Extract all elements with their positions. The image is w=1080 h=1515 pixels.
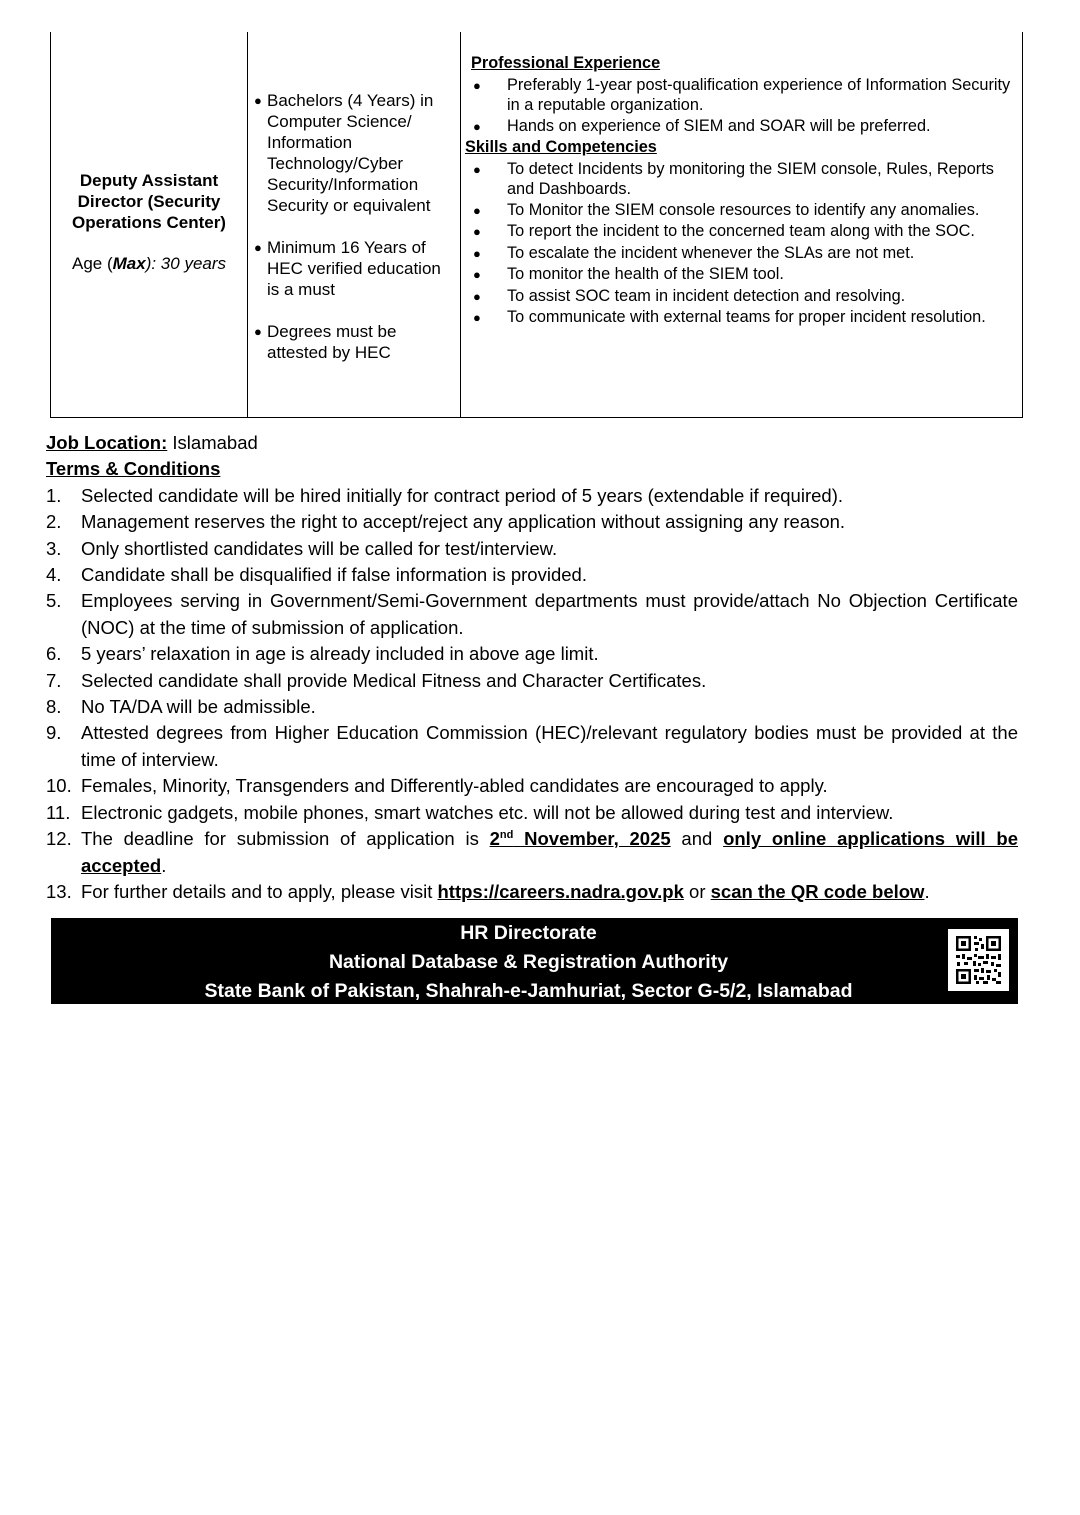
age-max-label: Max — [112, 253, 146, 273]
bullet-icon: ● — [254, 324, 262, 339]
footer-organization: National Database & Registration Authority — [328, 951, 729, 973]
bullet-icon: ● — [473, 310, 481, 325]
education-item: ● Minimum 16 Years of HEC verified education is a must — [254, 238, 441, 299]
bullet-icon: ● — [254, 240, 262, 255]
bullet-icon: ● — [473, 202, 481, 218]
age-limit — [72, 253, 226, 274]
bullet-icon: ● — [473, 118, 481, 134]
post-title-line: Deputy Assistant — [79, 170, 219, 190]
skill-item: ● To communicate with external teams for proper incident resolution. — [465, 307, 1012, 329]
skill-item: ● To monitor the health of the SIEM tool. — [465, 264, 1012, 286]
bullet-icon: ● — [473, 245, 481, 261]
bullet-icon: ● — [254, 93, 262, 108]
job-table — [50, 32, 1023, 418]
skill-item: ● To detect Incidents by monitoring the SIEM console, Rules, Reports and Dashboards. — [465, 159, 1012, 200]
terms-list — [46, 483, 1018, 906]
job-location-label: Job Location: — [46, 432, 168, 453]
education-item: ● Bachelors (4 Years) in Computer Science/ Information Technology/Cyber Security/Information Security or equivalent — [254, 91, 434, 215]
job-location — [46, 430, 1018, 456]
age-prefix: Age ( — [71, 253, 113, 273]
skill-item: ● To assist SOC team in incident detection and resolving. — [465, 286, 1012, 308]
age-value: ): 30 years — [145, 253, 227, 273]
post-cell — [51, 32, 248, 417]
term-item: 5. Employees serving in Government/Semi-Government departments must provide/attach No Objection Certificate (NOC) at the time of submission of application. — [46, 590, 1018, 638]
scan-qr-text: scan the QR code below — [710, 880, 925, 902]
experience-item: ● Preferably 1-year post-qualification experience of Information Security in a reputable organization. — [465, 75, 1012, 116]
footer-banner — [51, 918, 1018, 1004]
experience-item: ● Hands on experience of SIEM and SOAR will be preferred. — [465, 116, 1012, 138]
terms-heading: Terms & Conditions — [46, 458, 221, 480]
skill-item: ● To report the incident to the concerned team along with the SOC. — [465, 221, 1012, 243]
term-item: 4. Candidate shall be disqualified if false information is provided. — [46, 564, 587, 586]
footer-address: State Bank of Pakistan, Shahrah-e-Jamhuriat, Sector G-5/2, Islamabad — [204, 980, 853, 1002]
online-only-notice: only online applications will be accepted — [81, 828, 1018, 876]
deadline-date: 2nd November, 2025 — [489, 828, 671, 850]
skill-item: ● To escalate the incident whenever the SLAs are not met. — [465, 243, 1012, 265]
qr-code-icon[interactable] — [948, 929, 1009, 991]
post-title-line: Operations Center) — [72, 212, 226, 232]
term-item: 7. Selected candidate shall provide Medical Fitness and Character Certificates. — [46, 669, 707, 691]
education-item: ● Degrees must be attested by HEC — [254, 322, 397, 362]
term-item: 6. 5 years’ relaxation in age is already included in above age limit. — [46, 643, 599, 665]
skills-heading: Skills and Competencies — [465, 138, 657, 156]
bullet-icon: ● — [473, 224, 481, 239]
skill-item: ● To Monitor the SIEM console resources to identify any anomalies. — [465, 200, 1012, 222]
bullet-icon: ● — [473, 77, 481, 93]
education-cell — [248, 32, 461, 417]
bullet-icon: ● — [473, 288, 481, 304]
term-item: 10. Females, Minority, Transgenders and Differently-abled candidates are encouraged to apply. — [46, 775, 828, 797]
term-item: 2. Management reserves the right to accept/reject any application without assigning any reason. — [46, 511, 846, 533]
term-item-apply: 13. For further details and to apply, please visit https://careers.nadra.gov.pk or scan the QR code below. — [46, 880, 930, 902]
footer-directorate: HR Directorate — [460, 922, 597, 944]
experience-cell — [461, 32, 1022, 417]
post-title-line: Director (Security — [77, 191, 221, 211]
careers-link[interactable]: https://careers.nadra.gov.pk — [437, 880, 684, 902]
bullet-icon: ● — [473, 161, 481, 177]
term-item: 8. No TA/DA will be admissible. — [46, 696, 316, 718]
term-item: 1. Selected candidate will be hired initially for contract period of 5 years (extendable if required). — [46, 484, 843, 506]
job-location-value: Islamabad — [167, 432, 258, 453]
term-item: 9. Attested degrees from Higher Education Commission (HEC)/relevant regulatory bodies must be provided at the time of interview. — [46, 722, 1018, 770]
bullet-icon: ● — [473, 267, 481, 282]
professional-experience-heading: Professional Experience — [471, 54, 661, 72]
post-title — [72, 170, 226, 233]
term-item-deadline: 12. The deadline for submission of application is 2nd November, 2025 and only online applications will be accepted. — [46, 828, 1018, 876]
term-item: 11. Electronic gadgets, mobile phones, smart watches etc. will not be allowed during test and interview. — [46, 801, 894, 823]
term-item: 3. Only shortlisted candidates will be called for test/interview. — [46, 537, 558, 559]
terms-section — [46, 430, 1018, 905]
